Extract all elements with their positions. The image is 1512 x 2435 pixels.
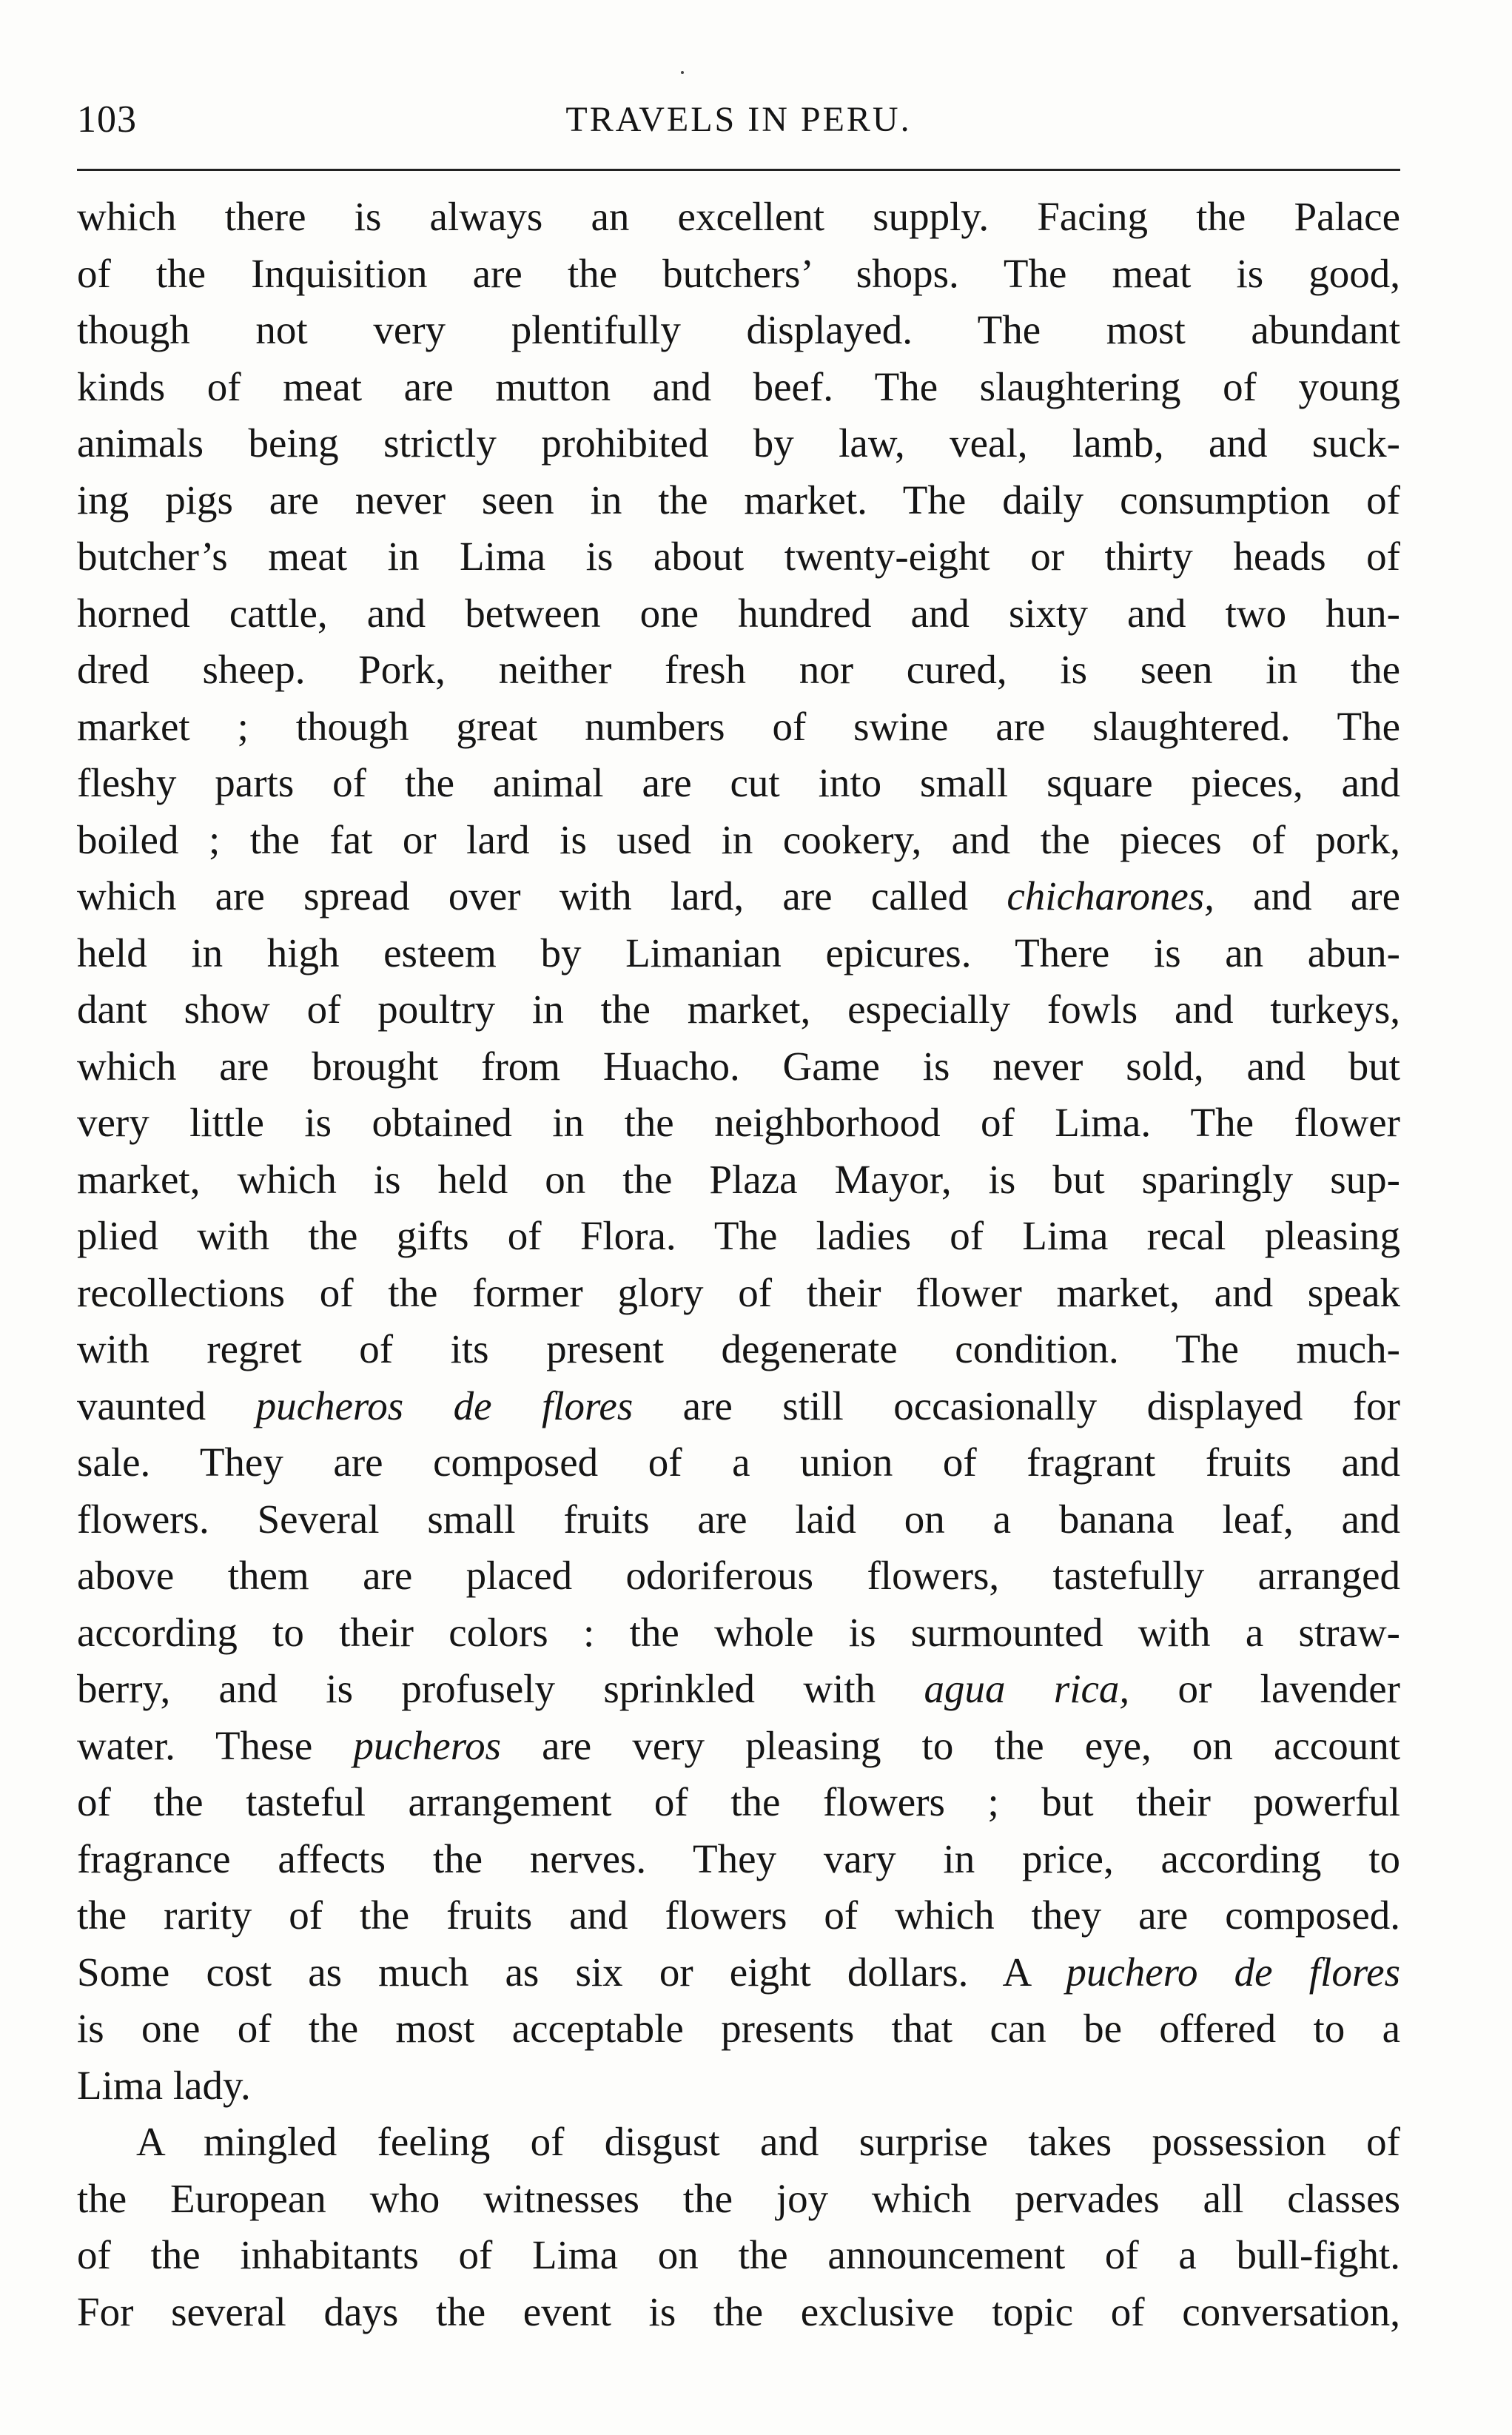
text-line: very little is obtained in the neighborhood of Lima. The flower — [77, 1100, 1400, 1145]
text-line: ing pigs are never seen in the market. The daily consumption of — [77, 477, 1400, 523]
text-line: market, which is held on the Plaza Mayor, is but sparingly sup- — [77, 1156, 1400, 1202]
text-line: Lima lady. — [77, 2062, 251, 2108]
text-run: are very pleasing to the eye, on account — [500, 1722, 1401, 1768]
text-run: which are spread over with lard, are called — [77, 873, 1007, 918]
text-line: which there is always an excellent supply. Facing the Palace — [77, 194, 1400, 239]
text-run: water. These — [77, 1722, 354, 1768]
text-line: recollections of the former glory of their flower market, and speak — [77, 1269, 1400, 1315]
text-line: held in high esteem by Limanian epicures. There is an abun- — [77, 930, 1400, 975]
text-line: of the inhabitants of Lima on the announcement of a bull-fight. — [77, 2232, 1400, 2277]
text-run: vaunted — [77, 1383, 256, 1428]
text-line: animals being strictly prohibited by law, veal, lamb, and suck- — [77, 420, 1400, 466]
text-line — [77, 1378, 1400, 1435]
text-line: market ; though great numbers of swine are slaughtered. The — [77, 703, 1400, 749]
text-line — [77, 1944, 1400, 2001]
text-line: sale. They are composed of a union of fragrant fruits and — [77, 1440, 1400, 1485]
text-run: berry, and is profusely sprinkled with — [77, 1666, 924, 1711]
text-line: boiled ; the fat or lard is used in cookery, and the pieces of pork, — [77, 816, 1400, 862]
text-line: of the tasteful arrangement of the flowers ; but their powerful — [77, 1779, 1400, 1824]
text-line: plied with the gifts of Flora. The ladies of Lima recal pleasing — [77, 1213, 1400, 1258]
running-head — [77, 89, 1400, 148]
text-line: the European who witnesses the joy which pervades all classes — [77, 2175, 1400, 2221]
text-line: dant show of poultry in the market, especially fowls and turkeys, — [77, 987, 1400, 1032]
text-line: is one of the most acceptable presents that can be offered to a — [77, 2006, 1400, 2051]
text-line: dred sheep. Pork, neither fresh nor cured, is seen in the — [77, 647, 1400, 692]
ink-speck — [681, 71, 684, 74]
text-line — [77, 1661, 1400, 1718]
text-line: horned cattle, and between one hundred and sixty and two hun- — [77, 590, 1400, 636]
text-line — [77, 1718, 1400, 1775]
italic-term: agua rica, — [924, 1666, 1130, 1711]
italic-term: pucheros de flores — [255, 1383, 634, 1428]
text-line: according to their colors : the whole is surmounted with a straw- — [77, 1609, 1400, 1655]
text-line: above them are placed odoriferous flowers, tastefully arranged — [77, 1553, 1400, 1598]
text-run: or lavender — [1129, 1666, 1400, 1711]
italic-term: pucheros — [353, 1722, 501, 1768]
header-rule — [77, 169, 1400, 171]
italic-term: chicharones, — [1007, 873, 1214, 918]
italic-term: puchero de flores — [1066, 1949, 1400, 1995]
text-line: kinds of meat are mutton and beef. The slaughtering of young — [77, 363, 1400, 409]
text-line: flowers. Several small fruits are laid on a banana leaf, and — [77, 1496, 1400, 1542]
text-run: are still occasionally displayed for — [633, 1383, 1400, 1428]
text-line: butcher’s meat in Lima is about twenty-eight or thirty heads of — [77, 534, 1400, 579]
text-line: of the Inquisition are the butchers’ shops. The meat is good, — [77, 250, 1400, 296]
text-line: with regret of its present degenerate condition. The much- — [77, 1326, 1400, 1371]
running-title: TRAVELS IN PERU. — [565, 100, 912, 139]
page-number: 103 — [77, 98, 137, 141]
text-run: Some cost as much as six or eight dollars. A — [77, 1949, 1066, 1995]
text-line — [77, 868, 1400, 925]
text-line: the rarity of the fruits and flowers of which they are composed. — [77, 1892, 1400, 1938]
text-line: fleshy parts of the animal are cut into small square pieces, and — [77, 760, 1400, 805]
text-run: and are — [1214, 873, 1400, 918]
text-line: fragrance affects the nerves. They vary in price, according to — [77, 1836, 1400, 1881]
text-line: A mingled feeling of disgust and surprise takes possession of — [136, 2119, 1400, 2164]
text-line: though not very plentifully displayed. The most abundant — [77, 307, 1400, 352]
text-line: For several days the event is the exclusive topic of conversation, — [77, 2288, 1400, 2334]
text-line: which are brought from Huacho. Game is never sold, and but — [77, 1043, 1400, 1089]
body-text — [77, 189, 1400, 2340]
